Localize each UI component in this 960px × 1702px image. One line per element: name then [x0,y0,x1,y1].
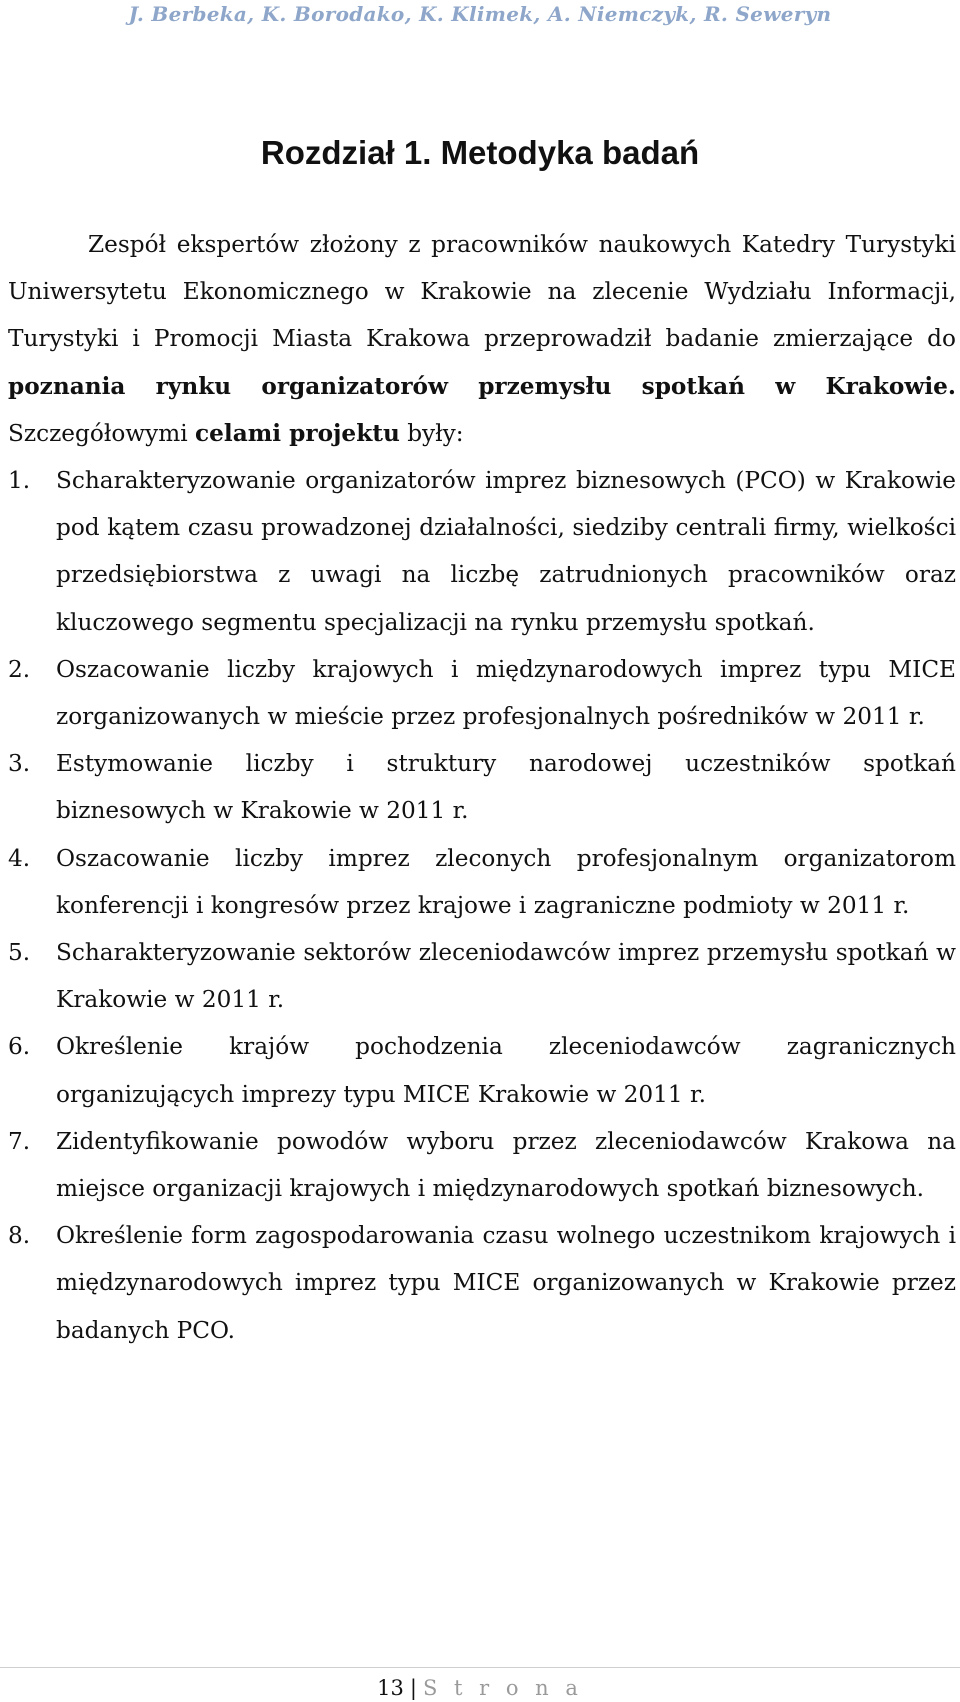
intro-paragraph [8,221,956,457]
page-footer [0,1676,960,1700]
objective-item-3 [8,740,956,834]
objective-number: 5. [8,939,31,967]
objective-number: 3. [8,750,31,778]
objective-item-8 [8,1212,956,1354]
objective-text: Scharakteryzowanie sektorów zleceniodawców imprez przemysłu spotkań w Krakowie w 2011 r. [56,939,956,1014]
objective-item-7 [8,1118,956,1212]
objective-text: Estymowanie liczby i struktury narodowej uczestników spotkań biznesowych w Krakowie w 2011 r. [56,750,956,825]
intro-text-3: były: [399,419,464,447]
page-label: S t r o n a [422,1676,583,1700]
footer-divider [0,1667,960,1668]
running-header-authors: J. Berbeka, K. Borodako, K. Klimek, A. Niemczyk, R. Seweryn [128,2,832,26]
objective-item-5 [8,929,956,1023]
objective-text: Określenie krajów pochodzenia zleceniodawców zagranicznych organizujących imprezy typu MICE Krakowie w 2011 r. [56,1033,956,1108]
objective-text: Scharakteryzowanie organizatorów imprez biznesowych (PCO) w Krakowie pod kątem czasu prowadzonej działalności, siedziby centrali firmy, wielkości przedsiębiorstwa z uwagi na liczbę zatrudnionych pracowników oraz kluczowego segmentu specjalizacji na rynku przemysłu spotkań. [56,467,956,636]
intro-text-2: Szczegółowymi [8,419,196,447]
footer-separator: | [409,1676,417,1700]
objective-number: 7. [8,1127,31,1155]
objective-item-6 [8,1023,956,1117]
objective-number: 4. [8,844,31,872]
objective-text: Określenie form zagospodarowania czasu wolnego uczestnikom krajowych i międzynarodowych imprez typu MICE organizowanych w Krakowie przez badanych PCO. [56,1222,956,1344]
intro-text-1: Zespół ekspertów złożony z pracowników naukowych Katedry Turystyki Uniwersytetu Ekonomicznego w Krakowie na zlecenie Wydziału Informacji, Turystyki i Promocji Miasta Krakowa przeprowadził badanie zmierzające do [8,231,956,353]
objective-text: Oszacowanie liczby imprez zleconych profesjonalnym organizatorom konferencji i kongresów przez krajowe i zagraniczne podmioty w 2011 r. [56,844,956,919]
objective-text: Zidentyfikowanie powodów wyboru przez zleceniodawców Krakowa na miejsce organizacji krajowych i międzynarodowych spotkań biznesowych. [56,1127,956,1203]
objective-number: 1. [8,467,31,495]
objective-number: 6. [8,1033,31,1061]
objective-number: 2. [8,655,31,683]
chapter-title: Rozdział 1. Metodyka badań [260,134,700,171]
objective-number: 8. [8,1222,31,1250]
page-number: 13 [377,1676,404,1700]
document-body [8,221,956,1354]
intro-emphasis-project-goals: celami projektu [195,419,400,447]
objective-item-2 [8,646,956,740]
objective-item-4 [8,835,956,929]
objective-item-1 [8,457,956,646]
intro-emphasis-research-goal: poznania rynku organizatorów przemysłu spotkań w Krakowie. [8,372,956,400]
objectives-list [8,457,956,1354]
objective-text: Oszacowanie liczby krajowych i międzynarodowych imprez typu MICE zorganizowanych w mieście przez profesjonalnych pośredników w 2011 r. [56,655,956,731]
